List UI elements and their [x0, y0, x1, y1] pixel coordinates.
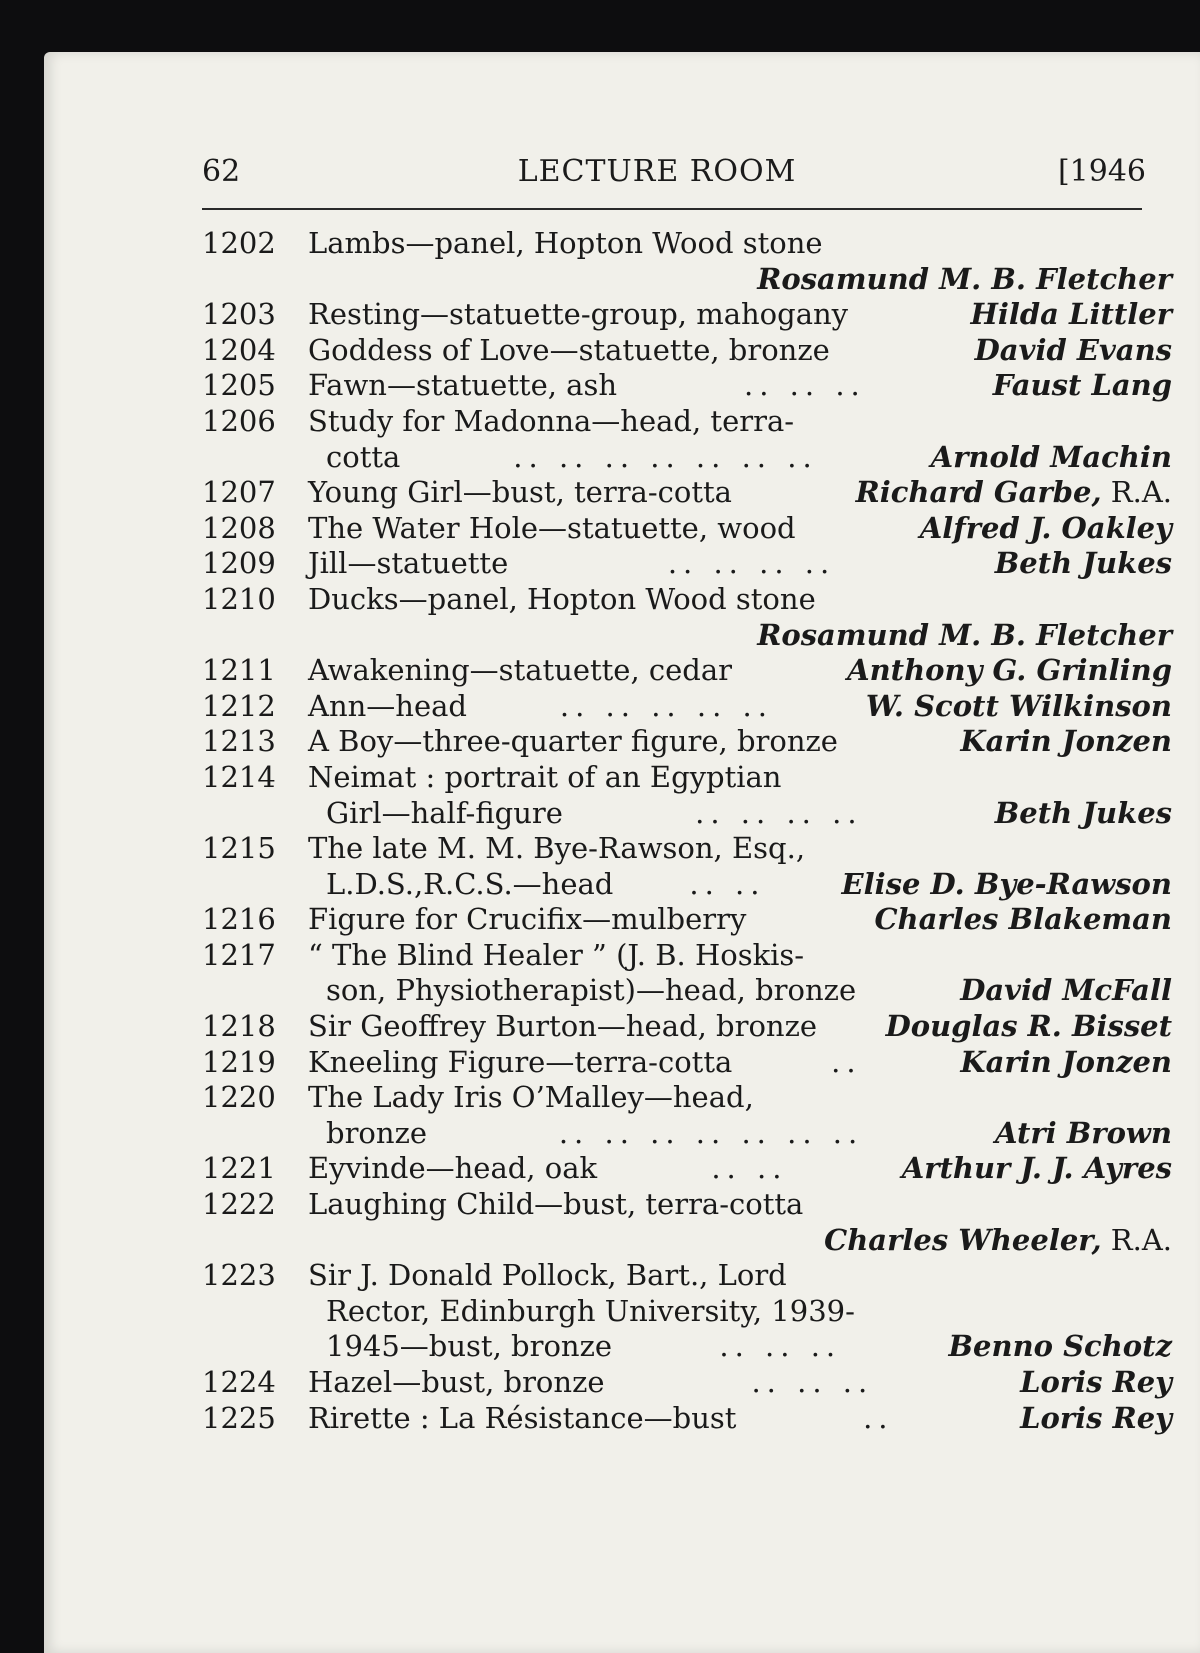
entry-title: The late M. M. Bye-Rawson, Esq.,	[308, 831, 806, 866]
entry-title: Laughing Child—bust, terra-cotta	[308, 1187, 804, 1222]
entry-title: Sir J. Donald Pollock, Bart., Lord	[308, 1258, 787, 1293]
entry-title: A Boy—three-quarter figure, bronze	[308, 724, 838, 759]
entry-number: 1205	[202, 368, 276, 403]
catalogue-entry	[202, 1401, 1172, 1437]
entry-artist: Loris Rey	[1020, 1400, 1172, 1435]
catalogue-entry	[202, 689, 1172, 725]
entry-artist: Benno Schotz	[948, 1329, 1172, 1364]
entry-title-continuation: Rector, Edinburgh University, 1939-	[326, 1293, 855, 1328]
entry-artist: Rosamund M. B. Fletcher	[757, 261, 1172, 296]
entry-honour: R.A.	[1110, 1222, 1172, 1257]
catalogue-entry	[202, 831, 1172, 902]
entry-artist: David Evans	[974, 332, 1172, 367]
entry-title: Goddess of Love—statuette, bronze	[308, 332, 830, 367]
page-year: [1946	[1057, 154, 1146, 189]
leader-dots: .. .. .. .. .. .. ..	[513, 439, 818, 474]
page-header	[158, 154, 1156, 194]
entry-number: 1219	[202, 1044, 276, 1079]
catalogue-entry	[202, 511, 1172, 547]
entry-number: 1220	[202, 1080, 276, 1115]
entry-title: The Water Hole—statuette, wood	[308, 510, 796, 545]
entry-title: Lambs—panel, Hopton Wood stone	[308, 226, 823, 260]
entry-number: 1210	[202, 581, 276, 616]
entry-title-continuation: son, Physiotherapist)—head, bronze	[326, 973, 857, 1008]
catalogue-entry	[202, 938, 1172, 1009]
catalogue-entry	[202, 333, 1172, 369]
entry-artist: Loris Rey	[1020, 1365, 1172, 1399]
entry-number: 1216	[202, 902, 276, 937]
entry-artist: Arnold Machin	[930, 439, 1172, 474]
catalogue-entry	[202, 1365, 1172, 1401]
entry-title: Ann—head	[308, 688, 467, 723]
entry-title-continuation: cotta	[326, 439, 401, 474]
entry-artist: Beth Jukes	[994, 546, 1172, 581]
entry-artist: David McFall	[960, 973, 1172, 1008]
entry-artist: Douglas R. Bisset	[885, 1009, 1172, 1044]
entry-title: Sir Geoffrey Burton—head, bronze	[308, 1009, 818, 1044]
leader-dots: .. ..	[689, 866, 766, 901]
entry-title-continuation: L.D.S.,R.C.S.—head	[326, 866, 614, 901]
catalogue-entry	[202, 724, 1172, 760]
entry-number: 1202	[202, 226, 276, 260]
catalogue-entry	[202, 404, 1172, 475]
entry-number: 1213	[202, 724, 276, 759]
entry-artist: Rosamund M. B. Fletcher	[757, 617, 1172, 652]
entry-title: Hazel—bust, bronze	[308, 1365, 605, 1399]
entry-number: 1212	[202, 688, 276, 723]
catalogue-entry	[202, 1009, 1172, 1045]
entry-title: The Lady Iris O’Malley—head,	[308, 1080, 754, 1115]
entry-number: 1215	[202, 831, 276, 866]
leader-dots: .. .. ..	[719, 1329, 842, 1364]
entry-title: Jill—statuette	[308, 546, 509, 581]
entry-title-continuation: Girl—half-figure	[326, 795, 563, 830]
entry-number: 1211	[202, 653, 276, 688]
catalogue-entry	[202, 297, 1172, 333]
page-title: LECTURE ROOM	[517, 154, 797, 189]
leader-dots: .. .. ..	[744, 368, 866, 403]
catalogue-entry	[202, 1187, 1172, 1258]
entry-number: 1214	[202, 759, 276, 794]
catalogue-entries	[202, 226, 1172, 1436]
entry-artist: Hilda Littler	[970, 297, 1172, 332]
catalogue-entry	[202, 1151, 1172, 1187]
catalogue-entry	[202, 226, 1172, 297]
entry-artist: Beth Jukes	[994, 795, 1172, 830]
entry-artist: Elise D. Bye-Rawson	[841, 866, 1172, 901]
entry-artist: Richard Garbe,	[855, 475, 1102, 510]
leader-dots: ..	[863, 1400, 894, 1435]
entry-number: 1203	[202, 297, 276, 332]
header-rule	[202, 208, 1142, 210]
entry-number: 1221	[202, 1151, 276, 1186]
entry-artist: Alfred J. Oakley	[919, 510, 1172, 545]
entry-number: 1207	[202, 475, 276, 510]
catalogue-entry	[202, 760, 1172, 831]
entry-number: 1208	[202, 510, 276, 545]
entry-title: “ The Blind Healer ” (J. B. Hoskis-	[308, 937, 805, 972]
entry-number: 1224	[202, 1365, 276, 1399]
entry-title: Resting—statuette-group, mahogany	[308, 297, 849, 332]
entry-artist: Charles Blakeman	[874, 902, 1172, 937]
entry-title: Fawn—statuette, ash	[308, 368, 618, 403]
entry-title-continuation: 1945—bust, bronze	[326, 1329, 613, 1364]
entry-artist: Faust Lang	[992, 368, 1172, 403]
entry-number: 1218	[202, 1009, 276, 1044]
entry-title: Neimat : portrait of an Egyptian	[308, 759, 782, 794]
entry-artist: Arthur J. J. Ayres	[901, 1151, 1172, 1186]
entry-number: 1217	[202, 937, 276, 972]
entry-honour: R.A.	[1110, 475, 1172, 510]
entry-title-continuation: bronze	[326, 1115, 428, 1150]
page-number: 62	[202, 154, 241, 189]
entry-title: Figure for Crucifix—mulberry	[308, 902, 747, 937]
entry-artist: Karin Jonzen	[960, 724, 1172, 759]
entry-title: Young Girl—bust, terra-cotta	[308, 475, 732, 510]
entry-number: 1222	[202, 1187, 276, 1222]
catalogue-entry	[202, 546, 1172, 582]
catalogue-entry	[202, 1045, 1172, 1081]
entry-artist: Anthony G. Grinling	[847, 653, 1172, 688]
leader-dots: ..	[831, 1044, 862, 1079]
leader-dots: .. .. .. ..	[695, 795, 863, 830]
catalogue-entry	[202, 1080, 1172, 1151]
entry-number: 1209	[202, 546, 276, 581]
entry-title: Study for Madonna—head, terra-	[308, 403, 795, 438]
catalogue-entry	[202, 1258, 1172, 1365]
entry-title: Eyvinde—head, oak	[308, 1151, 598, 1186]
catalogue-entry	[202, 653, 1172, 689]
entry-title: Ducks—panel, Hopton Wood stone	[308, 581, 816, 616]
leader-dots: .. ..	[711, 1151, 788, 1186]
leader-dots: .. .. ..	[751, 1365, 874, 1399]
leader-dots: .. .. .. ..	[667, 546, 836, 581]
leader-dots: .. .. .. .. ..	[559, 688, 773, 723]
entry-artist: Charles Wheeler,	[824, 1222, 1102, 1257]
leader-dots: .. .. .. .. .. .. ..	[558, 1115, 864, 1150]
catalogue-entry	[202, 582, 1172, 653]
entry-artist: W. Scott Wilkinson	[865, 688, 1172, 723]
entry-artist: Karin Jonzen	[960, 1044, 1172, 1079]
catalogue-entry	[202, 475, 1172, 511]
entry-number: 1204	[202, 332, 276, 367]
entry-number: 1225	[202, 1400, 276, 1435]
entry-title: Kneeling Figure—terra-cotta	[308, 1044, 733, 1079]
entry-number: 1206	[202, 403, 276, 438]
entry-title: Awakening—statuette, cedar	[308, 653, 733, 688]
catalogue-entry	[202, 902, 1172, 938]
catalogue-entry	[202, 368, 1172, 404]
entry-title: Rirette : La Résistance—bust	[308, 1400, 737, 1435]
entry-artist: Atri Brown	[995, 1115, 1172, 1150]
entry-number: 1223	[202, 1258, 276, 1293]
